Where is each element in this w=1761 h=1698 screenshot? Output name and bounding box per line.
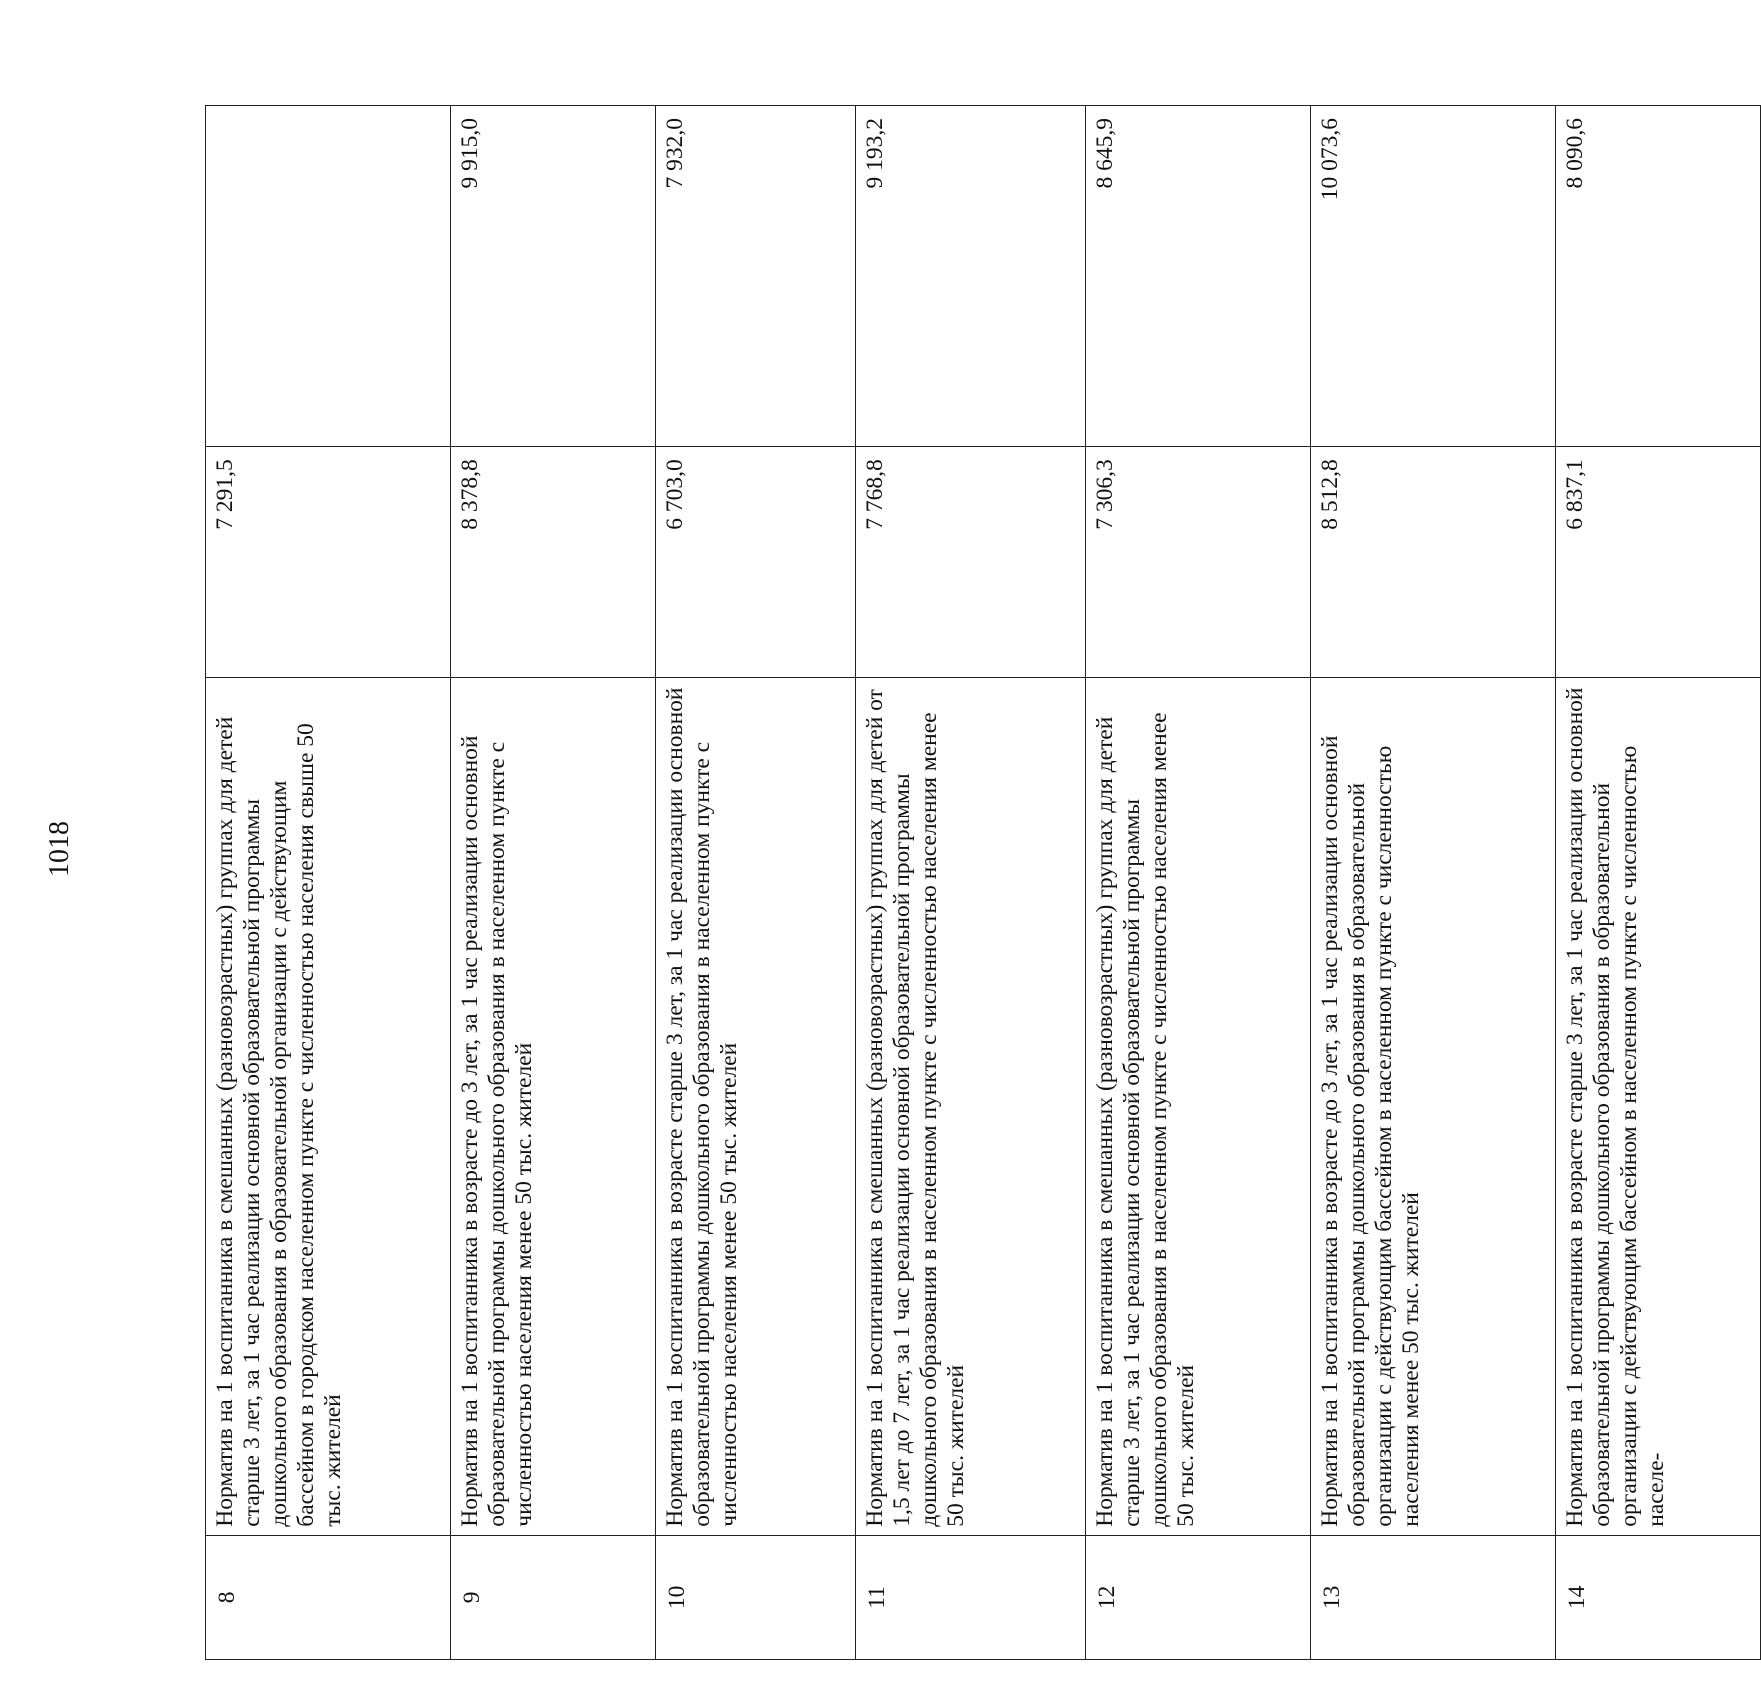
row-number: 12: [1086, 1535, 1311, 1659]
row-value-2: [206, 106, 451, 447]
row-value-2: 8 645,9: [1086, 106, 1311, 447]
row-description: Норматив на 1 воспитанника в смешанных (разновозрастных) группах для детей от 1,5 лет до 7 лет, за 1 час реализации основной образовательной программы дошкольного образования в населенном пункте с численностью населения менее 50 тыс. жителей: [856, 678, 1086, 1536]
row-description: Норматив на 1 воспитанника в возрасте старше 3 лет, за 1 час реализации основной образовательной программы дошкольного образования в населенном пункте с численностью населения менее 50 тыс. жителей: [656, 678, 856, 1536]
row-value-2: 9 915,0: [451, 106, 656, 447]
row-description: Норматив на 1 воспитанника в возрасте до 3 лет, за 1 час реализации основной образовательной программы дошкольного образования в населенном пункте с численностью населения менее 50 тыс. жителей: [451, 678, 656, 1536]
row-number: 9: [451, 1535, 656, 1659]
row-description: Норматив на 1 воспитанника в возрасте старше 3 лет, за 1 час реализации основной образовательной программы дошкольного образования в образовательной организации с действующим бассейном в населенном пункте с численностью населе-: [1556, 678, 1761, 1536]
row-value-1: 7 306,3: [1086, 447, 1311, 678]
row-value-1: 6 837,1: [1556, 447, 1761, 678]
row-number: 13: [1311, 1535, 1556, 1659]
table-row: [1086, 106, 1311, 1660]
table-frame: [205, 105, 1670, 1660]
page-number: 1018: [44, 821, 75, 877]
row-value-2: 8 090,6: [1556, 106, 1761, 447]
table-row: [1556, 106, 1761, 1660]
row-value-2: 10 073,6: [1311, 106, 1556, 447]
row-number: 8: [206, 1535, 451, 1659]
table-row: [1311, 106, 1556, 1660]
table-row: [206, 106, 451, 1660]
row-value-2: 7 932,0: [656, 106, 856, 447]
normative-table: [205, 105, 1761, 1660]
row-value-1: 8 512,8: [1311, 447, 1556, 678]
row-value-2: 9 193,2: [856, 106, 1086, 447]
row-value-1: 7 291,5: [206, 447, 451, 678]
table-row: [856, 106, 1086, 1660]
row-description: Норматив на 1 воспитанника в смешанных (разновозрастных) группах для детей старше 3 лет, за 1 час реализации основной образовательной программы дошкольного образования в населенном пункте с численностью населения менее 50 тыс. жителей: [1086, 678, 1311, 1536]
row-value-1: 8 378,8: [451, 447, 656, 678]
row-value-1: 6 703,0: [656, 447, 856, 678]
row-description: Норматив на 1 воспитанника в возрасте до 3 лет, за 1 час реализации основной образовательной программы дошкольного образования в образовательной организации с действующим бассейном в населенном пункте с численностью населения менее 50 тыс. жителей: [1311, 678, 1556, 1536]
table-row: [451, 106, 656, 1660]
row-number: 10: [656, 1535, 856, 1659]
row-description: Норматив на 1 воспитанника в смешанных (разновозрастных) группах для детей старше 3 лет, за 1 час реализации основной образовательной программы дошкольного образования в образовательной организации с действующим бассейном в городском населенном пункте с численностью населения свыше 50 тыс. жителей: [206, 678, 451, 1536]
row-number: 11: [856, 1535, 1086, 1659]
table-row: [656, 106, 856, 1660]
row-number: 14: [1556, 1535, 1761, 1659]
row-value-1: 7 768,8: [856, 447, 1086, 678]
